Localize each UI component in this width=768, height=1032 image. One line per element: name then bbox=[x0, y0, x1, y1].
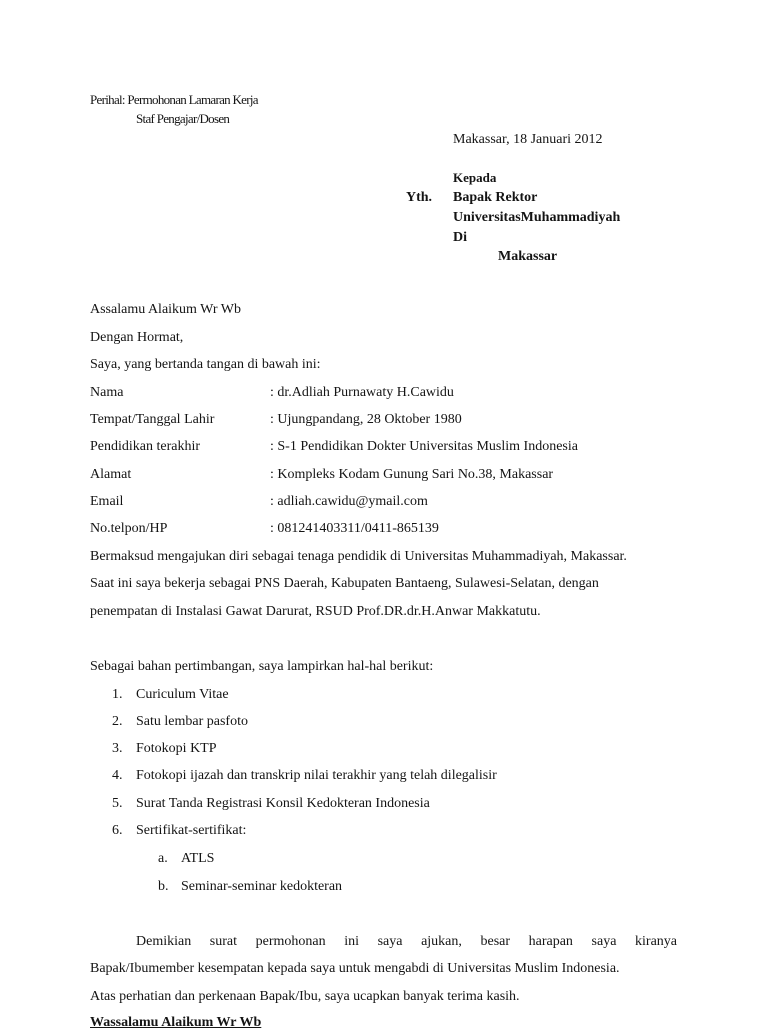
list-item: Curiculum Vitae bbox=[136, 687, 229, 702]
identity-label-name: Nama bbox=[90, 385, 124, 400]
recipient-di: Di bbox=[453, 230, 467, 245]
list-item: Fotokopi ijazah dan transkrip nilai terakhir yang telah dilegalisir bbox=[136, 768, 497, 783]
list-number: 5. bbox=[112, 796, 123, 811]
subject-position: Staf Pengajar/Dosen bbox=[136, 111, 230, 126]
greeting: Assalamu Alaikum Wr Wb bbox=[90, 302, 241, 317]
list-number: 4. bbox=[112, 768, 123, 783]
list-number: 1. bbox=[112, 687, 123, 702]
intro-text: Saya, yang bertanda tangan di bawah ini: bbox=[90, 357, 321, 372]
sublist-item: ATLS bbox=[181, 851, 215, 866]
body-line-2: Saat ini saya bekerja sebagai PNS Daerah, Kabupaten Bantaeng, Sulawesi-Selatan, dengan bbox=[90, 576, 599, 591]
subject-line: Perihal: Permohonan Lamaran Kerja bbox=[90, 92, 258, 107]
identity-value-email: : adliah.cawidu@ymail.com bbox=[270, 494, 428, 509]
list-item: Fotokopi KTP bbox=[136, 741, 217, 756]
list-item: Satu lembar pasfoto bbox=[136, 714, 248, 729]
list-item: Sertifikat-sertifikat: bbox=[136, 823, 247, 838]
identity-value-address: : Kompleks Kodam Gunung Sari No.38, Makassar bbox=[270, 467, 554, 482]
identity-label-email: Email bbox=[90, 494, 124, 509]
identity-label-education: Pendidikan terakhir bbox=[90, 439, 201, 454]
recipient-kepada: Kepada bbox=[453, 170, 497, 185]
identity-value-name: : dr.Adliah Purnawaty H.Cawidu bbox=[270, 385, 454, 400]
place-date: Makassar, 18 Januari 2012 bbox=[453, 132, 603, 147]
attachments-intro: Sebagai bahan pertimbangan, saya lampirkan hal-hal berikut: bbox=[90, 659, 434, 674]
identity-value-birth: : Ujungpandang, 28 Oktober 1980 bbox=[270, 412, 462, 427]
list-item: Surat Tanda Registrasi Konsil Kedokteran Indonesia bbox=[136, 796, 430, 811]
list-number: 2. bbox=[112, 714, 123, 729]
closing-line-2: Bapak/Ibumember kesempatan kepada saya untuk mengabdi di Universitas Muslim Indonesia. bbox=[90, 961, 620, 976]
recipient-institution: UniversitasMuhammadiyah bbox=[453, 210, 621, 225]
recipient-yth: Yth. bbox=[406, 190, 433, 205]
body-line-1: Bermaksud mengajukan diri sebagai tenaga pendidik di Universitas Muhammadiyah, Makassar. bbox=[90, 549, 627, 564]
list-number: 3. bbox=[112, 741, 123, 756]
identity-label-birth: Tempat/Tanggal Lahir bbox=[90, 412, 215, 427]
identity-label-address: Alamat bbox=[90, 467, 132, 482]
recipient-name: Bapak Rektor bbox=[453, 190, 538, 205]
sublist-item: Seminar-seminar kedokteran bbox=[181, 879, 343, 894]
body-line-3: penempatan di Instalasi Gawat Darurat, RSUD Prof.DR.dr.H.Anwar Makkatutu. bbox=[90, 604, 541, 619]
closing-line-1: Demikian surat permohonan ini saya ajukan, besar harapan saya kiranya bbox=[136, 934, 677, 949]
salutation: Dengan Hormat, bbox=[90, 330, 184, 345]
closing-line-3: Atas perhatian dan perkenaan Bapak/Ibu, saya ucapkan banyak terima kasih. bbox=[90, 989, 520, 1004]
signoff: Wassalamu Alaikum Wr Wb bbox=[90, 1015, 262, 1030]
identity-label-phone: No.telpon/HP bbox=[90, 521, 168, 536]
sublist-letter: b. bbox=[158, 879, 169, 894]
identity-value-phone: : 081241403311/0411-865139 bbox=[270, 521, 439, 536]
sublist-letter: a. bbox=[158, 851, 168, 866]
recipient-city: Makassar bbox=[498, 249, 558, 264]
list-number: 6. bbox=[112, 823, 123, 838]
identity-value-education: : S-1 Pendidikan Dokter Universitas Muslim Indonesia bbox=[270, 439, 578, 454]
